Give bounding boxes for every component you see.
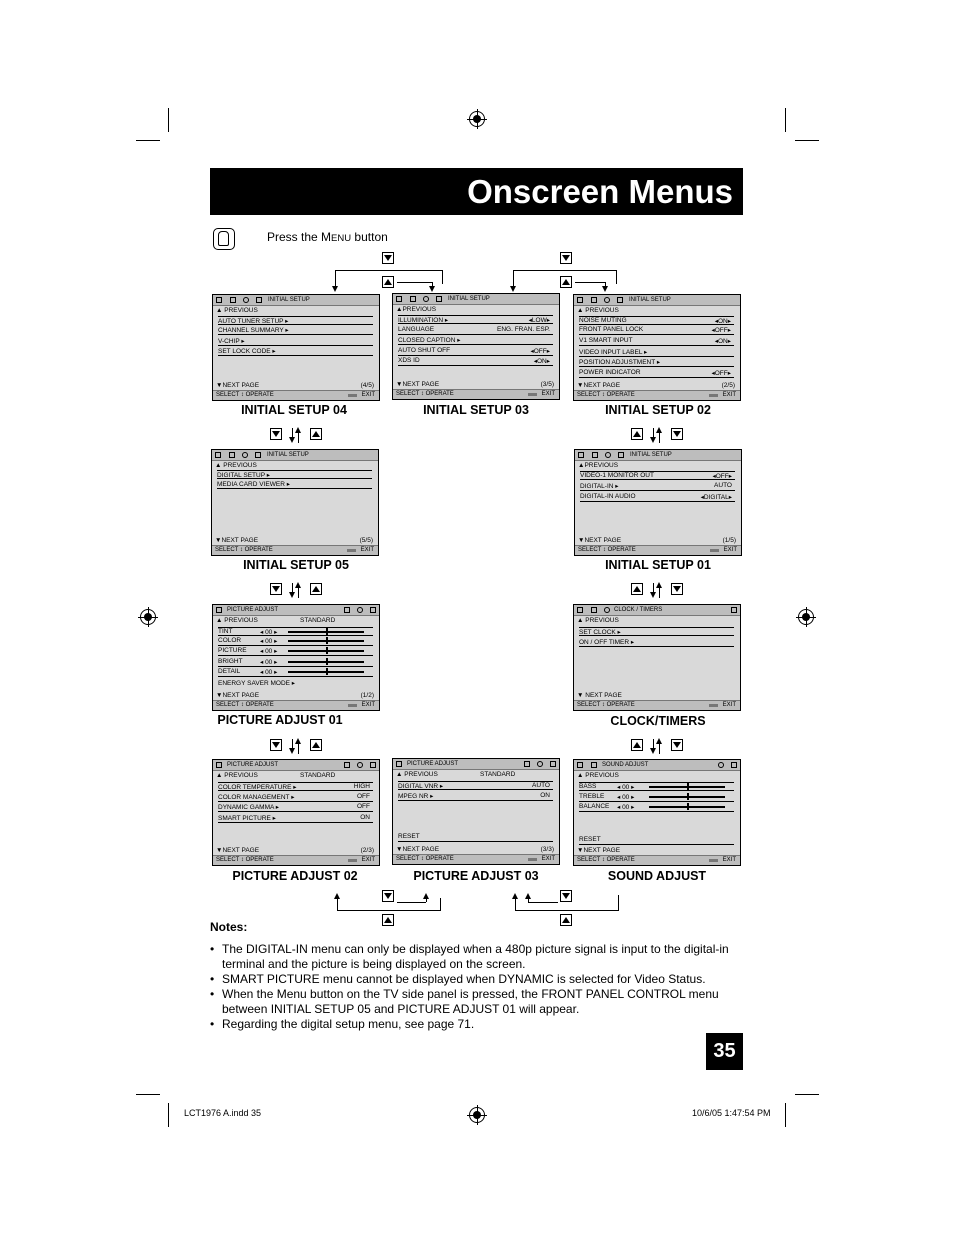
up-arrow-icon bbox=[382, 276, 394, 288]
menu-row: CLOSED CAPTION ▸ bbox=[398, 336, 553, 345]
flow-line bbox=[397, 282, 432, 283]
flow-arrowhead bbox=[650, 748, 656, 754]
menu-row: DIGITAL-IN AUDIO ◂DIGITAL▸ bbox=[580, 493, 735, 502]
crop-mark bbox=[136, 140, 160, 141]
menu-row: ILLUMINATION ▸ ◂LOW▸ bbox=[398, 315, 553, 324]
menu-row: DETAIL ◂ 00 ▸ bbox=[218, 668, 373, 677]
flow-arrowhead bbox=[525, 893, 531, 899]
down-arrow-icon bbox=[560, 252, 572, 264]
registration-mark-icon bbox=[469, 111, 485, 127]
menu-row: POSITION ADJUSTMENT ▸ bbox=[579, 358, 734, 367]
menu-row: LANGUAGE ENG. FRAN. ESP. bbox=[398, 326, 553, 335]
menu-row: RESET bbox=[579, 836, 734, 845]
up-arrow-icon bbox=[560, 276, 572, 288]
menu-screen-sound-adjust: SOUND ADJUST ▲ PREVIOUS BASS ◂ 00 ▸ TREBLE ◂ 00 ▸ BALANCE ◂ 00 ▸ RESET ▼NEXT PAGE SELECT ↕ OPERATE EXIT bbox=[573, 759, 741, 866]
flow-arrowhead bbox=[512, 893, 518, 899]
menu-row: VIDEO INPUT LABEL ▸ bbox=[579, 348, 734, 357]
menu-row: PICTURE ◂ 00 ▸ bbox=[218, 647, 373, 656]
up-arrow-icon bbox=[631, 583, 643, 595]
menu-row: TREBLE ◂ 00 ▸ bbox=[579, 793, 734, 802]
down-arrow-icon bbox=[270, 739, 282, 751]
menu-row: BRIGHT ◂ 00 ▸ bbox=[218, 658, 373, 667]
flow-line bbox=[397, 902, 426, 903]
screen-label: PICTURE ADJUST 01 bbox=[217, 713, 343, 727]
flow-arrowhead bbox=[289, 437, 295, 443]
screen-label: PICTURE ADJUST 03 bbox=[413, 869, 539, 883]
menu-row: DIGITAL-IN ▸ AUTO bbox=[580, 482, 735, 491]
down-arrow-icon bbox=[270, 428, 282, 440]
flow-arrowhead bbox=[295, 738, 301, 744]
flow-arrowhead bbox=[334, 893, 340, 899]
up-arrow-icon bbox=[631, 428, 643, 440]
up-arrow-icon bbox=[310, 739, 322, 751]
flow-arrowhead bbox=[656, 738, 662, 744]
menu-screen-initial-setup-03: INITIAL SETUP ▲PREVIOUS ILLUMINATION ▸ ◂LOW▸ LANGUAGE ENG. FRAN. ESP. CLOSED CAPTION ▸ AUTO SHUT OFF ◂OFF▸ XDS ID ◂ON▸ ▼NEXT PAGE (3/5) SELECT ↕ OPERATE EXIT bbox=[392, 293, 560, 400]
screen-label: PICTURE ADJUST 02 bbox=[232, 869, 358, 883]
crop-mark bbox=[795, 140, 819, 141]
up-arrow-icon bbox=[560, 914, 572, 926]
menu-row: BASS ◂ 00 ▸ bbox=[579, 782, 734, 791]
remote-hand-icon bbox=[213, 228, 235, 250]
press-menu-instruction: Press the MENU button bbox=[267, 230, 388, 244]
menu-row: FRONT PANEL LOCK ◂OFF▸ bbox=[579, 326, 734, 335]
down-arrow-icon bbox=[560, 890, 572, 902]
down-arrow-icon bbox=[382, 252, 394, 264]
menu-row: CHANNEL SUMMARY ▸ bbox=[218, 326, 373, 335]
menu-screen-initial-setup-02: INITIAL SETUP ▲ PREVIOUS NOISE MUTING ◂ON▸ FRONT PANEL LOCK ◂OFF▸ V1 SMART INPUT ◂ON▸ VIDEO INPUT LABEL ▸ POSITION ADJUSTMENT ▸ POWER INDICATOR ◂OFF▸ ▼NEXT PAGE (2/5) SELECT ↕ OPERATE EXIT bbox=[573, 294, 741, 401]
registration-mark-icon bbox=[469, 1107, 485, 1123]
menu-screen-initial-setup-04: INITIAL SETUP ▲ PREVIOUS AUTO TUNER SETUP ▸ CHANNEL SUMMARY ▸ V-CHIP ▸ SET LOCK CODE ▸ ▼NEXT PAGE (4/5) SELECT ↕ OPERATE EXIT bbox=[212, 294, 380, 401]
flow-line bbox=[528, 902, 558, 903]
flow-arrowhead bbox=[650, 592, 656, 598]
flow-line bbox=[616, 270, 617, 284]
menu-row: ON / OFF TIMER ▸ bbox=[579, 638, 734, 647]
flow-arrowhead bbox=[429, 286, 435, 292]
screen-label: INITIAL SETUP 02 bbox=[605, 403, 711, 417]
menu-row: COLOR MANAGEMENT ▸ OFF bbox=[218, 793, 373, 802]
screen-label: INITIAL SETUP 01 bbox=[605, 558, 711, 572]
flow-line bbox=[440, 898, 441, 911]
menu-row: VIDEO-1 MONITOR OUT ◂OFF▸ bbox=[580, 471, 735, 480]
menu-screen-initial-setup-05: INITIAL SETUP ▲ PREVIOUS DIGITAL SETUP ▸ MEDIA CARD VIEWER ▸ ▼NEXT PAGE (5/5) SELECT ↕ OPERATE EXIT bbox=[211, 449, 379, 556]
screen-label: SOUND ADJUST bbox=[607, 869, 707, 883]
menu-screen-picture-adjust-03: PICTURE ADJUST ▲ PREVIOUS STANDARD DIGITAL VNR ▸ AUTO MPEG NR ▸ ON RESET ▼NEXT PAGE (3/3) SELECT ↕ OPERATE EXIT bbox=[392, 758, 560, 865]
down-arrow-icon bbox=[671, 583, 683, 595]
flow-line bbox=[575, 282, 605, 283]
footer-filename: LCT1976 A.indd 35 bbox=[184, 1108, 262, 1118]
flow-arrowhead bbox=[423, 893, 429, 899]
menu-row: XDS ID ◂ON▸ bbox=[398, 357, 553, 366]
menu-screen-clock-timers: CLOCK / TIMERS ▲ PREVIOUS SET CLOCK ▸ ON / OFF TIMER ▸ ▼ NEXT PAGE SELECT ↕ OPERATE EXIT bbox=[573, 604, 741, 711]
flow-arrowhead bbox=[295, 582, 301, 588]
flow-line bbox=[442, 270, 443, 284]
down-arrow-icon bbox=[382, 890, 394, 902]
flow-line bbox=[515, 910, 619, 911]
up-arrow-icon bbox=[310, 428, 322, 440]
flow-arrowhead bbox=[510, 286, 516, 292]
menu-row: TINT ◂ 00 ▸ bbox=[218, 627, 373, 636]
notes-list bbox=[210, 942, 750, 1032]
flow-arrowhead bbox=[332, 286, 338, 292]
menu-screen-initial-setup-01: INITIAL SETUP ▲PREVIOUS VIDEO-1 MONITOR OUT ◂OFF▸ DIGITAL-IN ▸ AUTO DIGITAL-IN AUDIO ◂DIGITAL▸ ▼NEXT PAGE (1/5) SELECT ↕ OPERATE EXIT bbox=[574, 449, 742, 556]
registration-mark-icon bbox=[798, 609, 814, 625]
menu-row: POWER INDICATOR ◂OFF▸ bbox=[579, 369, 734, 378]
flow-arrowhead bbox=[289, 592, 295, 598]
menu-row: ENERGY SAVER MODE ▸ bbox=[218, 680, 296, 687]
menu-row: SET CLOCK ▸ bbox=[579, 627, 734, 636]
flow-arrowhead bbox=[650, 437, 656, 443]
note-item: • SMART PICTURE menu cannot be displayed when DYNAMIC is selected for Video Status. bbox=[210, 972, 706, 986]
up-arrow-icon bbox=[382, 914, 394, 926]
notes-title: Notes: bbox=[210, 920, 248, 934]
screen-label: INITIAL SETUP 03 bbox=[423, 403, 529, 417]
flow-arrowhead bbox=[656, 582, 662, 588]
flow-arrowhead bbox=[602, 286, 608, 292]
note-item: • When the Menu button on the TV side panel is pressed, the FRONT PANEL CONTROL menu between INITIAL SETUP 05 and PICTURE ADJUST 01 will appear. bbox=[210, 987, 719, 1016]
flow-arrowhead bbox=[656, 427, 662, 433]
menu-row: NOISE MUTING ◂ON▸ bbox=[579, 316, 734, 325]
screen-label: INITIAL SETUP 05 bbox=[243, 558, 349, 572]
menu-row: DIGITAL SETUP ▸ bbox=[217, 470, 372, 479]
menu-row: V-CHIP ▸ bbox=[218, 337, 373, 346]
menu-row: MEDIA CARD VIEWER ▸ bbox=[217, 480, 372, 489]
crop-mark bbox=[785, 1103, 786, 1127]
up-arrow-icon bbox=[631, 739, 643, 751]
flow-arrowhead bbox=[289, 748, 295, 754]
menu-row: COLOR TEMPERATURE ▸ HIGH bbox=[218, 782, 373, 791]
crop-mark bbox=[168, 1103, 169, 1127]
down-arrow-icon bbox=[270, 583, 282, 595]
menu-row: BALANCE ◂ 00 ▸ bbox=[579, 803, 734, 812]
menu-row: SMART PICTURE ▸ ON bbox=[218, 814, 373, 823]
menu-row: V1 SMART INPUT ◂ON▸ bbox=[579, 337, 734, 346]
crop-mark bbox=[136, 1094, 160, 1095]
crop-mark bbox=[785, 108, 786, 132]
crop-mark bbox=[168, 108, 169, 132]
page-number: 35 bbox=[706, 1033, 743, 1070]
menu-row: DIGITAL VNR ▸ AUTO bbox=[398, 781, 553, 790]
note-item: • The DIGITAL-IN menu can only be displayed when a 480p picture signal is input to the digital-in terminal and the picture is being displayed on the screen. bbox=[210, 942, 729, 971]
menu-row: SET LOCK CODE ▸ bbox=[218, 347, 373, 356]
flow-line bbox=[618, 895, 619, 911]
menu-row: RESET bbox=[398, 833, 553, 842]
flow-line bbox=[337, 910, 441, 911]
flow-arrowhead bbox=[295, 427, 301, 433]
flow-line bbox=[513, 270, 617, 271]
menu-row: DYNAMIC GAMMA ▸ OFF bbox=[218, 803, 373, 812]
down-arrow-icon bbox=[671, 428, 683, 440]
menu-row: AUTO SHUT OFF ◂OFF▸ bbox=[398, 347, 553, 356]
menu-row: COLOR ◂ 00 ▸ bbox=[218, 637, 373, 646]
crop-mark bbox=[795, 1094, 819, 1095]
down-arrow-icon bbox=[671, 739, 683, 751]
page-title: Onscreen Menus bbox=[210, 168, 743, 215]
menu-screen-picture-adjust-02: PICTURE ADJUST ▲ PREVIOUS STANDARD COLOR TEMPERATURE ▸ HIGH COLOR MANAGEMENT ▸ OFF DYNAMIC GAMMA ▸ OFF SMART PICTURE ▸ ON ▼NEXT PAGE (2/3) SELECT ↕ OPERATE EXIT bbox=[212, 759, 380, 866]
menu-row: MPEG NR ▸ ON bbox=[398, 792, 553, 801]
menu-row: AUTO TUNER SETUP ▸ bbox=[218, 316, 373, 325]
screen-label: INITIAL SETUP 04 bbox=[241, 403, 347, 417]
up-arrow-icon bbox=[310, 583, 322, 595]
menu-screen-picture-adjust-01: PICTURE ADJUST ▲ PREVIOUS STANDARD TINT ◂ 00 ▸ COLOR ◂ 00 ▸ PICTURE ◂ 00 ▸ BRIGHT ◂ 00 ▸ DETAIL ◂ 00 ▸ ENERGY SAVER MODE ▸ ▼NEXT PAGE (1/2) SELECT ↕ OPERATE EXIT bbox=[212, 604, 380, 711]
flow-line bbox=[335, 270, 443, 271]
registration-mark-icon bbox=[140, 609, 156, 625]
footer-timestamp: 10/6/05 1:47:54 PM bbox=[692, 1108, 771, 1118]
screen-label: CLOCK/TIMERS bbox=[610, 714, 706, 728]
note-item: • Regarding the digital setup menu, see page 71. bbox=[210, 1017, 475, 1031]
